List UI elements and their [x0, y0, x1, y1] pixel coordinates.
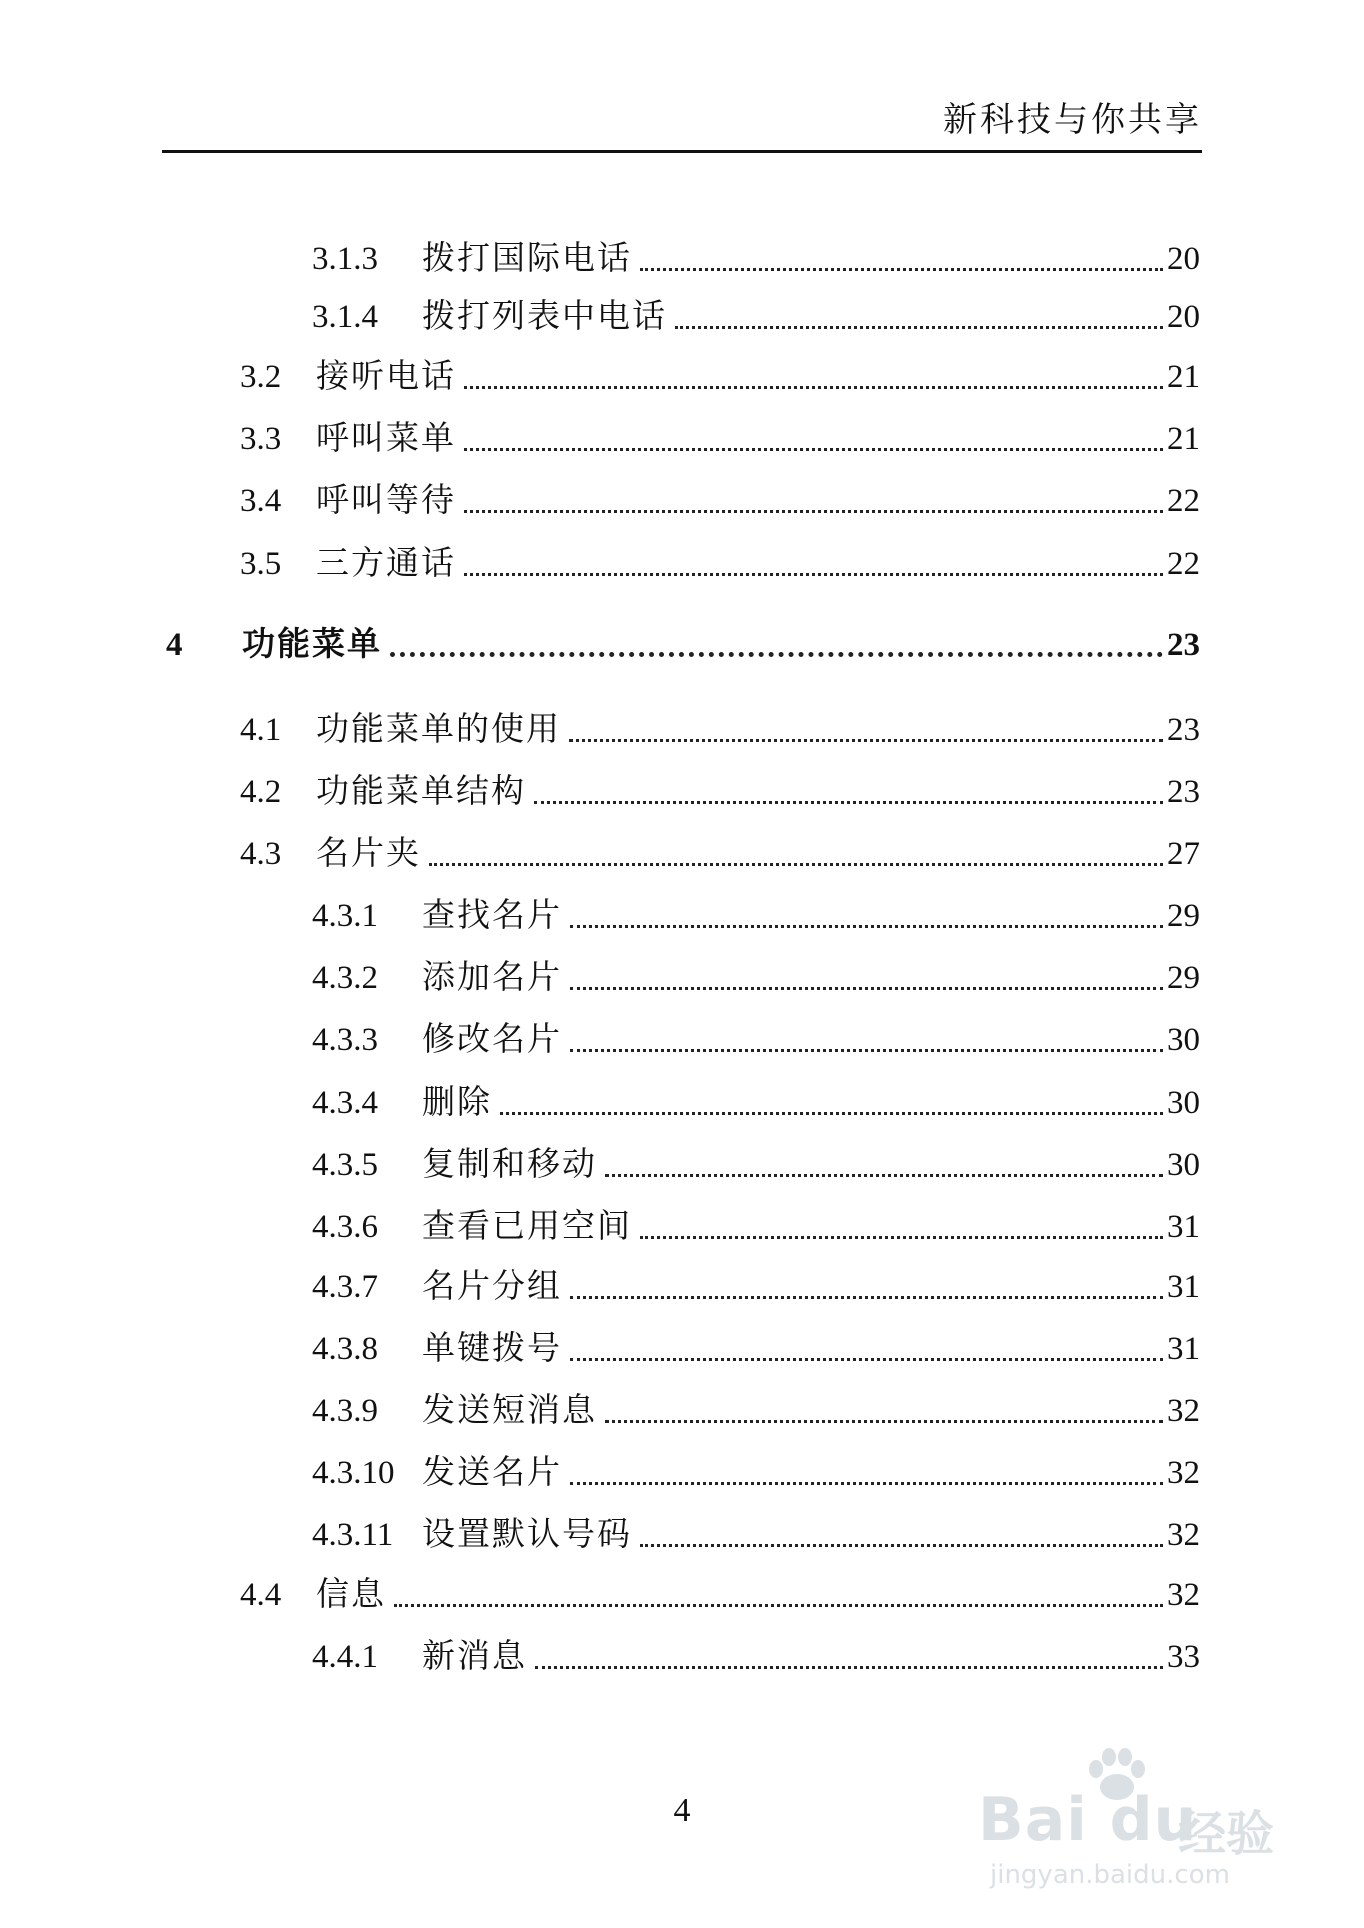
toc-entry-page: 21: [1167, 421, 1200, 457]
toc-entry[interactable]: [166, 622, 1200, 666]
page-number: 4: [673, 1792, 691, 1829]
toc-entry-title: 信息: [316, 1574, 386, 1613]
toc-entry-title: 拨打列表中电话: [422, 296, 667, 335]
dot-leader: [464, 386, 1163, 389]
toc-entry-number: 4.3.7: [312, 1269, 378, 1305]
toc-entry-page: 23: [1167, 774, 1200, 810]
toc-entry-title: 功能菜单的使用: [316, 709, 561, 748]
dot-leader: [394, 1604, 1163, 1607]
toc-entry[interactable]: [312, 1264, 1200, 1308]
toc-entry-number: 4.3.4: [312, 1085, 378, 1121]
toc-entry-number: 4.2: [240, 774, 282, 810]
toc-entry-number: 4.3.6: [312, 1209, 378, 1245]
toc-entry-page: 30: [1167, 1022, 1200, 1058]
toc-entry-number: 4.1: [240, 712, 282, 748]
toc-entry-page: 30: [1167, 1147, 1200, 1183]
toc-entry-page: 31: [1167, 1269, 1200, 1305]
toc-entry-page: 21: [1167, 359, 1200, 395]
toc-entry-page: 32: [1167, 1517, 1200, 1553]
toc-entry-title: 新消息: [422, 1636, 527, 1675]
toc-entry[interactable]: [312, 1017, 1200, 1061]
dot-leader: [640, 1236, 1163, 1239]
toc-entry-page: 22: [1167, 483, 1200, 519]
toc-entry-page: 31: [1167, 1209, 1200, 1245]
toc-entry[interactable]: [240, 707, 1200, 751]
dot-leader: [570, 1358, 1163, 1361]
dot-leader: [640, 268, 1163, 271]
toc-entry-number: 4.3.3: [312, 1022, 378, 1058]
toc-entry-title: 拨打国际电话: [422, 238, 632, 277]
dot-leader: [535, 1666, 1163, 1669]
dot-leader: [570, 1482, 1163, 1485]
toc-entry-page: 20: [1167, 241, 1200, 277]
toc-entry-page: 29: [1167, 960, 1200, 996]
toc-entry[interactable]: [312, 1450, 1200, 1494]
toc-entry[interactable]: [312, 955, 1200, 999]
toc-entry-title: 名片分组: [422, 1266, 562, 1305]
toc-entry-title: 发送短消息: [422, 1390, 597, 1429]
baidu-jingyan-watermark: [960, 1745, 1300, 1895]
toc-entry[interactable]: [312, 236, 1200, 280]
dot-leader: [429, 863, 1163, 866]
toc-entry-title: 功能菜单: [242, 624, 382, 663]
toc-entry-title: 设置默认号码: [422, 1514, 632, 1553]
dot-leader: [464, 510, 1163, 513]
toc-entry-title: 接听电话: [316, 356, 456, 395]
toc-entry[interactable]: [312, 1204, 1200, 1248]
dot-leader: [534, 801, 1163, 804]
toc-entry-title: 三方通话: [316, 543, 456, 582]
running-header: 新科技与你共享: [943, 100, 1202, 140]
toc-entry-page: 31: [1167, 1331, 1200, 1367]
toc-entry-number: 3.1.3: [312, 241, 378, 277]
toc-entry[interactable]: [312, 1080, 1200, 1124]
toc-entry-number: 4.3.9: [312, 1393, 378, 1429]
toc-entry-number: 4.3.2: [312, 960, 378, 996]
dot-leader: [570, 1296, 1163, 1299]
toc-entry-number: 4.3.11: [312, 1517, 394, 1553]
toc-entry-title: 删除: [422, 1082, 492, 1121]
dot-leader: [464, 573, 1163, 576]
toc-entry[interactable]: [312, 1512, 1200, 1556]
toc-entry-number: 4: [166, 627, 183, 663]
dot-leader: [570, 925, 1163, 928]
toc-entry-number: 3.3: [240, 421, 282, 457]
toc-entry-title: 单键拨号: [422, 1328, 562, 1367]
dot-leader: [605, 1420, 1163, 1423]
toc-entry[interactable]: [240, 769, 1200, 813]
toc-entry-page: 20: [1167, 299, 1200, 335]
toc-entry[interactable]: [312, 1388, 1200, 1432]
toc-entry-title: 添加名片: [422, 957, 562, 996]
toc-entry-number: 4.3.1: [312, 898, 378, 934]
watermark-suffix: 经验: [1178, 1806, 1275, 1862]
dot-leader: [640, 1544, 1163, 1547]
toc-entry[interactable]: [240, 354, 1200, 398]
toc-entry-page: 22: [1167, 546, 1200, 582]
toc-entry[interactable]: [240, 416, 1200, 460]
toc-entry[interactable]: [240, 541, 1200, 585]
header-rule: [162, 150, 1202, 153]
toc-entry[interactable]: [312, 1326, 1200, 1370]
toc-entry-number: 4.3.5: [312, 1147, 378, 1183]
toc-entry-title: 功能菜单结构: [316, 771, 526, 810]
toc-entry-title: 查看已用空间: [422, 1206, 632, 1245]
toc-entry[interactable]: [240, 831, 1200, 875]
dot-leader: [500, 1112, 1163, 1115]
toc-entry[interactable]: [240, 478, 1200, 522]
toc-entry[interactable]: [312, 1142, 1200, 1186]
toc-entry-page: 27: [1167, 836, 1200, 872]
toc-entry-title: 呼叫等待: [316, 480, 456, 519]
toc-entry-number: 4.3: [240, 836, 282, 872]
dot-leader: [675, 326, 1163, 329]
dot-leader: [569, 739, 1163, 742]
dot-leader: [464, 448, 1163, 451]
toc-entry-number: 4.3.8: [312, 1331, 378, 1367]
toc-entry-page: 32: [1167, 1577, 1200, 1613]
toc-entry-title: 呼叫菜单: [316, 418, 456, 457]
toc-entry[interactable]: [312, 294, 1200, 338]
toc-entry-page: 33: [1167, 1639, 1200, 1675]
toc-entry-number: 4.3.10: [312, 1455, 395, 1491]
dot-leader: [390, 652, 1163, 657]
toc-entry-number: 3.5: [240, 546, 282, 582]
toc-entry-page: 32: [1167, 1393, 1200, 1429]
toc-entry-number: 4.4.1: [312, 1639, 378, 1675]
toc-entry-page: 32: [1167, 1455, 1200, 1491]
toc-entry-page: 23: [1167, 712, 1200, 748]
watermark-brand: Bai du: [978, 1785, 1198, 1855]
toc-entry-title: 修改名片: [422, 1019, 562, 1058]
toc-entry-page: 23: [1167, 627, 1200, 663]
toc-entry-title: 查找名片: [422, 895, 562, 934]
toc-entry[interactable]: [312, 893, 1200, 937]
toc-entry-page: 29: [1167, 898, 1200, 934]
toc-entry-number: 3.1.4: [312, 299, 378, 335]
toc-entry-number: 3.4: [240, 483, 282, 519]
toc-entry-title: 复制和移动: [422, 1144, 597, 1183]
toc-entry[interactable]: [312, 1634, 1200, 1678]
toc-entry-title: 发送名片: [422, 1452, 562, 1491]
dot-leader: [570, 1049, 1163, 1052]
toc-entry-number: 3.2: [240, 359, 282, 395]
toc-entry-number: 4.4: [240, 1577, 282, 1613]
toc-entry[interactable]: [240, 1572, 1200, 1616]
dot-leader: [570, 987, 1163, 990]
toc-entry-title: 名片夹: [316, 833, 421, 872]
dot-leader: [605, 1174, 1163, 1177]
watermark-url: jingyan.baidu.com: [990, 1860, 1230, 1890]
toc-entry-page: 30: [1167, 1085, 1200, 1121]
